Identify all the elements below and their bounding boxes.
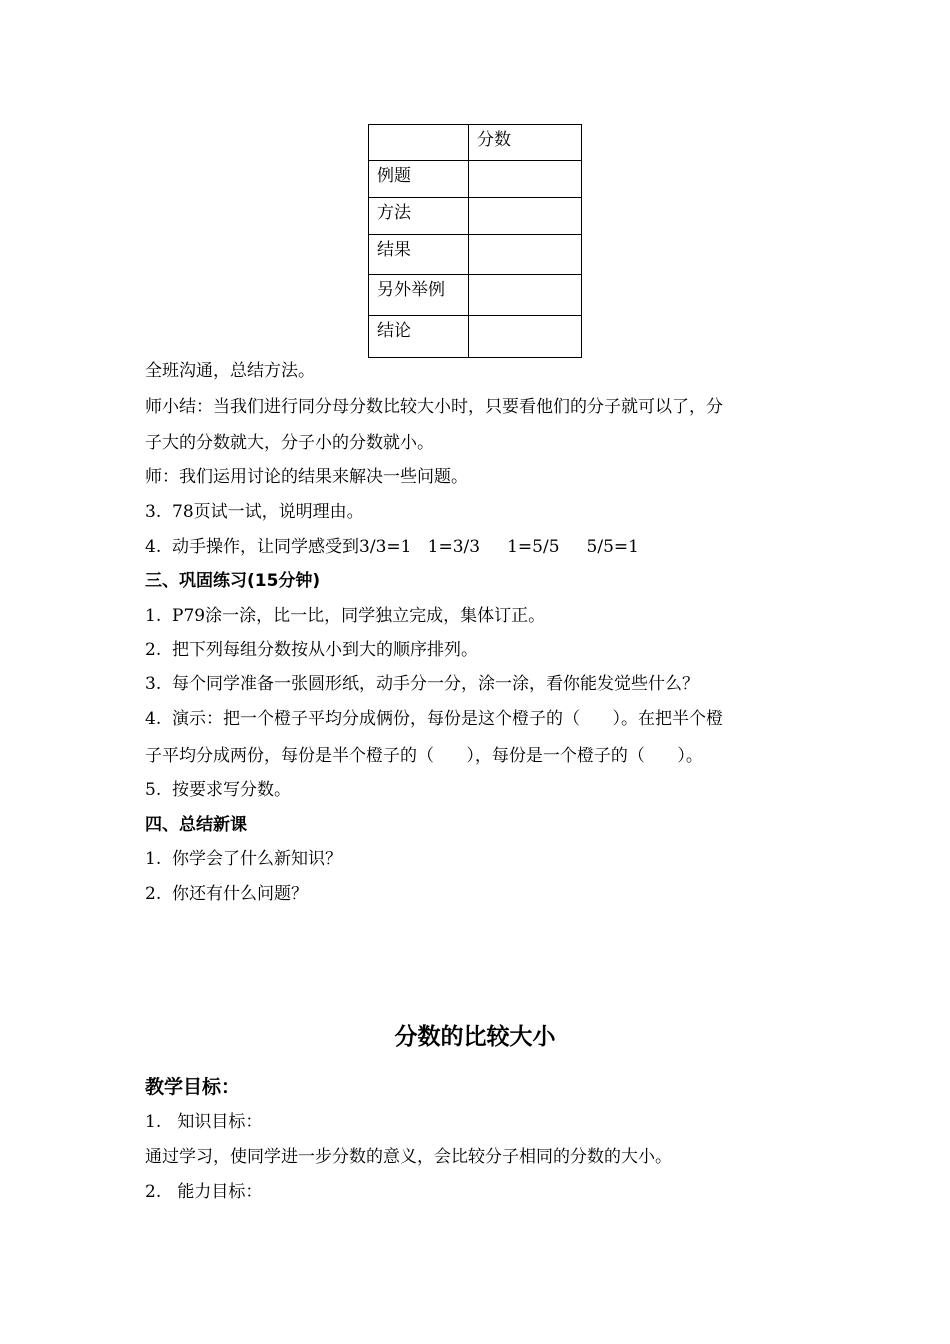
list-item: 4. 演示：把一个橙子平均分成俩份，每份是这个橙子的（ ）。在把半个橙 — [145, 709, 723, 729]
table-cell — [469, 275, 582, 316]
table-header-cell: 分数 — [469, 125, 582, 161]
objectives-heading: 教学目标： — [145, 1076, 241, 1098]
list-item: 1. P79涂一涂，比一比，同学独立完成，集体订正。 — [145, 606, 546, 626]
list-item: 1. 知识目标： — [145, 1112, 263, 1132]
paragraph-line: 师小结：当我们进行同分母分数比较大小时，只要看他们的分子就可以了，分 — [145, 397, 723, 417]
list-item: 1. 你学会了什么新知识？ — [145, 849, 343, 869]
table-cell — [469, 161, 582, 198]
list-item: 3. 每个同学准备一张圆形纸，动手分一分，涂一涂，看你能发觉些什么？ — [145, 674, 700, 694]
list-item: 2. 你还有什么问题？ — [145, 884, 309, 904]
table-row-label: 方法 — [369, 198, 469, 235]
list-item: 3. 78页试一试，说明理由。 — [145, 502, 364, 522]
table-row-label: 例题 — [369, 161, 469, 198]
list-item: 5. 按要求写分数。 — [145, 780, 292, 800]
paragraph-line: 全班沟通，总结方法。 — [145, 361, 315, 381]
table-cell — [469, 198, 582, 235]
table-cell — [469, 316, 582, 358]
section-heading: 三、巩固练习(15分钟) — [145, 571, 321, 591]
paragraph-line: 师：我们运用讨论的结果来解决一些问题。 — [145, 467, 468, 487]
table-row-label: 结论 — [369, 316, 469, 358]
summary-table — [368, 124, 582, 358]
list-item: 4. 动手操作，让同学感受到3/3=1 1=3/3 1=5/5 5/5=1 — [145, 537, 639, 557]
page-title: 分数的比较大小 — [394, 1024, 556, 1050]
table-header-cell — [369, 125, 469, 161]
paragraph-line: 通过学习，使同学进一步分数的意义，会比较分子相同的分数的大小。 — [145, 1147, 672, 1167]
table-cell — [469, 235, 582, 275]
section-heading: 四、总结新课 — [145, 815, 247, 835]
table-row-label: 结果 — [369, 235, 469, 275]
paragraph-line: 子平均分成两份，每份是半个橙子的（ ），每份是一个橙子的（ ）。 — [145, 746, 703, 766]
table-row-label: 另外举例 — [369, 275, 469, 316]
list-item: 2. 能力目标： — [145, 1182, 263, 1202]
list-item: 2. 把下列每组分数按从小到大的顺序排列。 — [145, 640, 479, 660]
paragraph-line: 子大的分数就大，分子小的分数就小。 — [145, 433, 434, 453]
